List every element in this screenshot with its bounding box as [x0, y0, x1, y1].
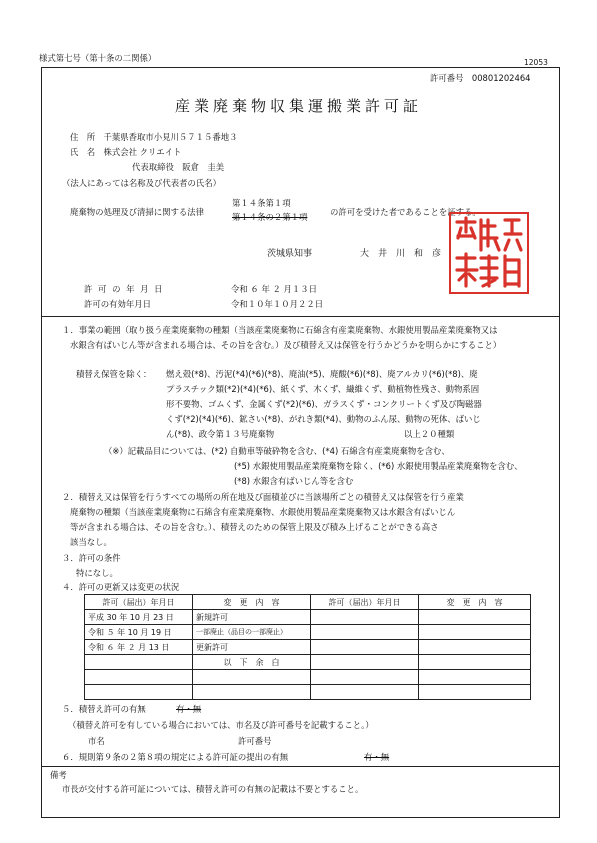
table-cell	[419, 670, 531, 685]
section6-label: ６．規則第９条の２第８項の規定による許可証の提出の有無	[62, 752, 289, 762]
issuer-title: 茨城県知事	[267, 249, 313, 259]
table-row	[85, 655, 531, 670]
table-row	[85, 685, 531, 700]
permit-date-label: 許 可 の 年 月 日	[84, 284, 165, 294]
permit-date: 令和 ６ 年 ２ 月１３日	[231, 284, 318, 294]
transfer-permit-label: 許可番号	[238, 736, 272, 746]
table-header-row	[85, 595, 531, 610]
table-row	[85, 610, 531, 625]
table-cell	[419, 655, 531, 670]
column-header: 変 更 内 容	[419, 595, 531, 610]
table-cell	[311, 640, 419, 655]
renewal-history-table	[84, 594, 531, 700]
remarks-divider	[41, 766, 560, 767]
waste-type-line: くず(*2)(*4)(*6)、鉱さい(*8)、がれき類(*4)、動物のふん尿、動物の死体、ばいじ	[166, 414, 481, 424]
table-cell	[419, 610, 531, 625]
table-cell: 更新許可	[193, 640, 311, 655]
table-cell	[311, 625, 419, 640]
remarks-text: 市長が交付する許可証については、積替え許可の有無の記載は不要とすること。	[62, 784, 364, 794]
section5-note: （積替え許可を有している場合においては、市名及び許可番号を記載すること。）	[68, 720, 374, 730]
form-name: 様式第七号（第十条の二関係）	[39, 53, 157, 63]
city-name-label: 市名	[88, 736, 105, 746]
table-cell	[193, 685, 311, 700]
table-row	[85, 670, 531, 685]
table-cell	[311, 610, 419, 625]
table-cell	[311, 670, 419, 685]
section-divider	[41, 316, 560, 317]
waste-type-line: 形不要物、ゴムくず、金属くず(*2)(*6)、ガラスくず・コンクリートくず及び陶磁器	[166, 399, 482, 409]
page-title: 産業廃棄物収集運搬業許可証	[174, 97, 422, 115]
section1-heading-line2: 水銀含有ばいじん等が含まれる場合は、その旨を含む。）及び積替え又は保管を行うかどうかを明らかにすること）	[70, 340, 502, 350]
remarks-line: （※）記載品目については、(*2) 自動車等破砕物を含む、(*4) 石綿含有産業廃棄物を含む、	[104, 446, 450, 456]
law-article-1: 第１４条第１項	[232, 198, 291, 208]
remarks-line: (*5) 水銀使用製品産業廃棄物を除く、(*6) 水銀使用製品産業廃棄物を含む、	[234, 461, 523, 471]
column-header: 変 更 内 容	[193, 595, 311, 610]
expiry-date-label: 許可の有効年月日	[84, 299, 151, 309]
section5-value: 有・無	[176, 704, 202, 714]
remarks-label: 備考	[50, 770, 67, 780]
section2-line: ２．積替え又は保管を行うすべての場所の所在地及び面積並びに当該場所ごとの積替え又は保管を行う産業	[62, 492, 464, 502]
holder-representative: 代表取締役 阪倉 圭美	[132, 162, 225, 172]
holder-name: 氏 名 株式会社 クリエイト	[70, 147, 182, 157]
table-cell: 新規許可	[193, 610, 311, 625]
law-prefix: 廃棄物の処理及び清掃に関する法律	[70, 207, 204, 217]
table-cell	[419, 685, 531, 700]
section2-line: 等が含まれる場合は、その旨を含む。）、積替えのための保管上限及び積み上げることができる高さ	[70, 522, 439, 532]
column-header: 許可（届出）年月日	[85, 595, 193, 610]
table-cell: 令和 ６ 年 ２ 月 13 日	[85, 640, 193, 655]
table-cell: 一部廃止（品目の一部廃止）	[193, 625, 311, 640]
table-cell	[419, 640, 531, 655]
holder-address: 住 所 千葉県香取市小見川５７１５番地３	[70, 132, 238, 142]
permit-number: 許可番号 00801202464	[430, 73, 531, 83]
section3-label: ３．許可の条件	[62, 553, 121, 563]
table-cell: 令和 ５ 年 10 月 19 日	[85, 625, 193, 640]
section2-line: 廃棄物の種類（当該産業廃棄物に石綿含有産業廃棄物、水銀使用製品産業廃棄物又は水銀含有ばいじん	[70, 507, 456, 517]
section5-label: ５．積替え許可の有無	[62, 704, 146, 714]
waste-type-line: プラスチック類(*2)(*4)(*6)、紙くず、木くず、繊維くず、動植物性残さ、動物系固	[166, 384, 480, 394]
storage-exclusion-label: 積替え保管を除く：	[76, 369, 152, 379]
section4-label: ４．許可の更新又は変更の状況	[62, 582, 180, 592]
permit-number-value: 00801202464	[471, 73, 531, 83]
table-cell: 平成 30 年 10 月 23 日	[85, 610, 193, 625]
table-cell	[85, 655, 193, 670]
table-cell	[311, 655, 419, 670]
table-row	[85, 625, 531, 640]
section6-value: 有・無	[364, 752, 390, 762]
law-article-2: 第１４条の２第１項	[232, 212, 308, 222]
waste-types-count: 以上２０種類	[404, 429, 455, 439]
seal-stamp-icon	[451, 214, 527, 292]
document-code: 12053	[524, 58, 548, 67]
table-cell	[85, 670, 193, 685]
table-cell	[193, 670, 311, 685]
remarks-line: (*8) 水銀含有ばいじん等を含む	[234, 476, 354, 486]
waste-type-line: ん(*8)、政令第１３号廃棄物	[166, 429, 275, 439]
expiry-date: 令和１０年１０月２２日	[231, 299, 324, 309]
law-suffix: の許可を受けた者であることを証する。	[330, 207, 481, 217]
section3-value: 特になし。	[76, 568, 118, 578]
table-cell	[85, 685, 193, 700]
waste-type-line: 燃え殻(*8)、汚泥(*4)(*6)(*8)、廃油(*5)、廃酸(*6)(*8)、廃アルカリ(*6)(*8)、廃	[166, 369, 478, 379]
holder-note: （法人にあっては名称及び代表者の氏名）	[62, 178, 222, 188]
section2-value: 該当なし。	[70, 537, 112, 547]
official-seal	[449, 212, 529, 294]
table-cell: 以 下 余 白	[193, 655, 311, 670]
column-header: 許可（届出）年月日	[311, 595, 419, 610]
section1-heading-line1: １．事業の範囲（取り扱う産業廃棄物の種類（当該産業廃棄物に石綿含有産業廃棄物、水銀使用製品産業廃棄物又は	[62, 325, 498, 335]
table-cell	[419, 625, 531, 640]
table-cell	[311, 685, 419, 700]
table-row	[85, 640, 531, 655]
issuer-name: 大 井 川 和 彦	[360, 249, 442, 259]
